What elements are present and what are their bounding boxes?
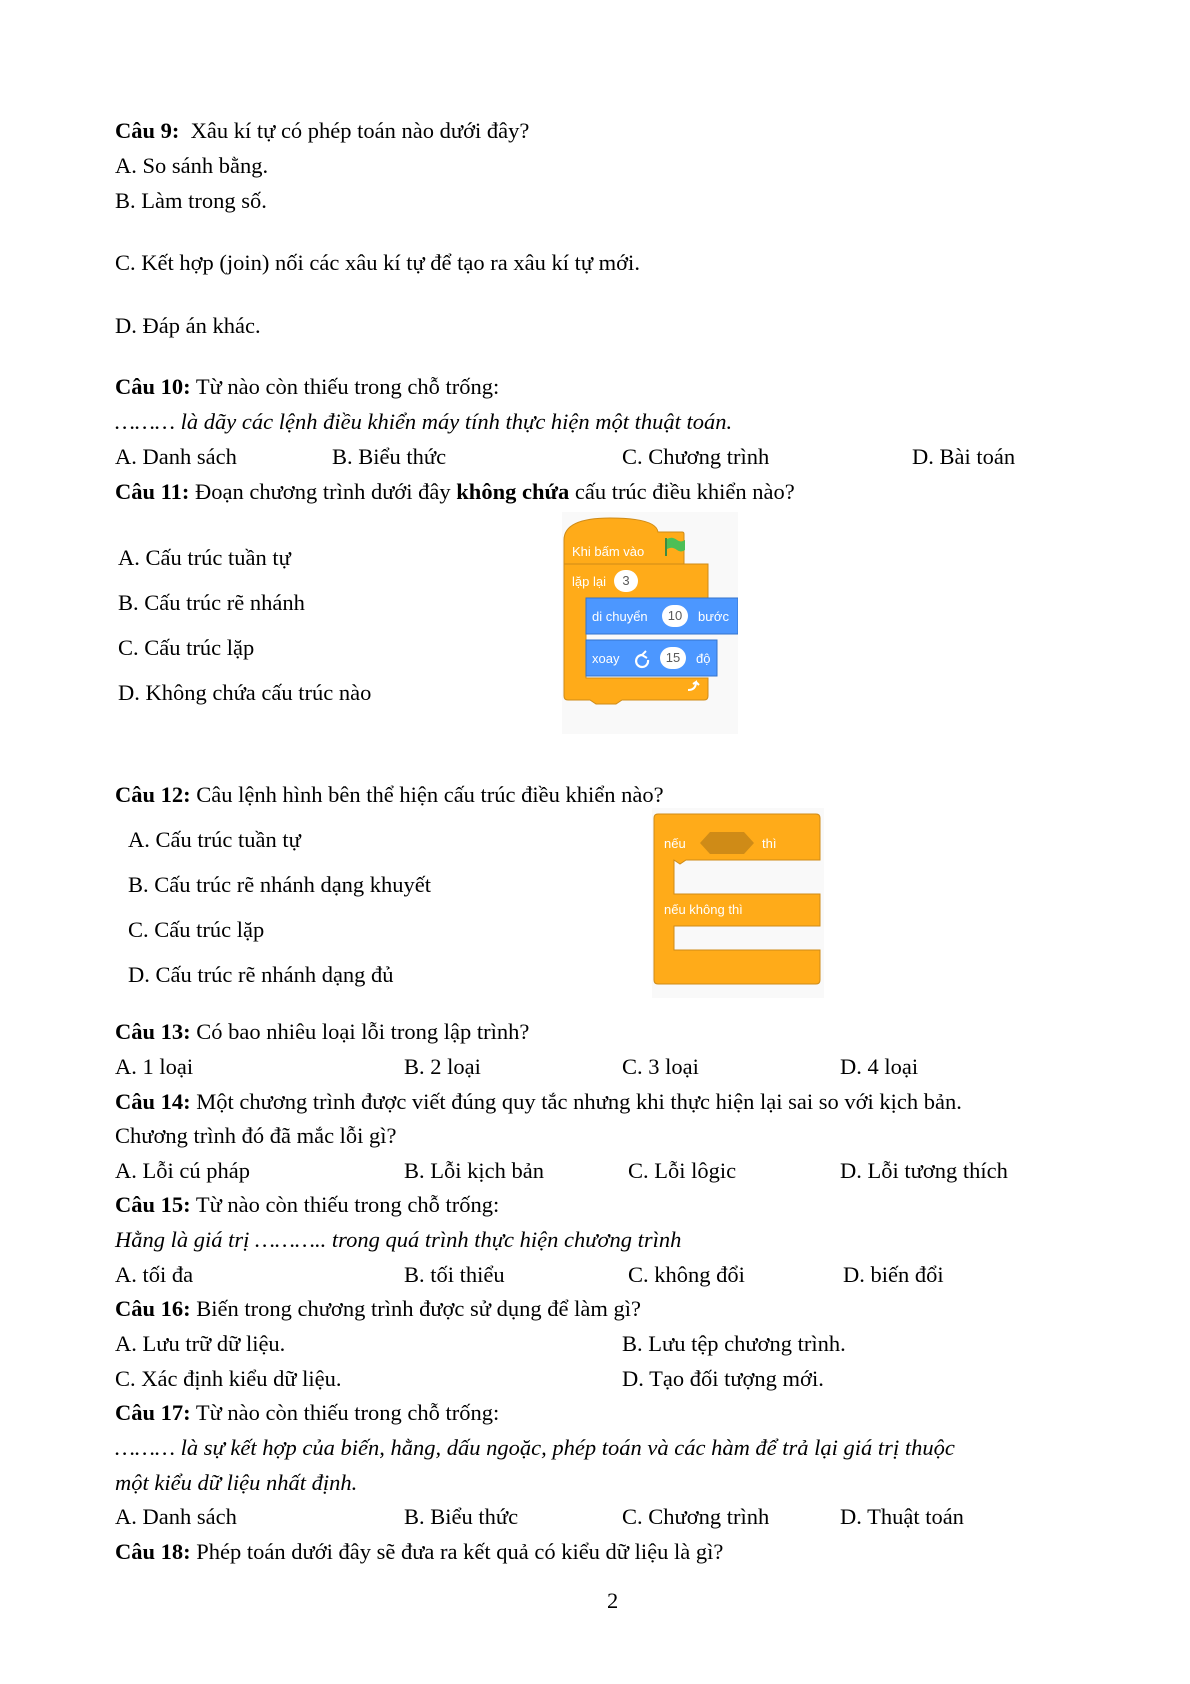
question-text: Đoạn chương trình dưới đây xyxy=(195,479,451,504)
question-11 xyxy=(115,481,795,504)
scratch-if-else-block xyxy=(652,808,824,998)
question-16 xyxy=(115,1298,641,1321)
option-a: A. Cấu trúc tuần tự xyxy=(118,545,291,570)
move-block-label: di chuyển xyxy=(592,609,648,624)
option-d: D. Cấu trúc rẽ nhánh dạng đủ xyxy=(128,962,394,987)
page-number: 2 xyxy=(607,1588,619,1613)
turn-degrees: 15 xyxy=(660,647,686,669)
question-text: Phép toán dưới đây sẽ đưa ra kết quả có kiểu dữ liệu là gì? xyxy=(196,1539,724,1564)
question-9 xyxy=(115,120,529,143)
option-c: C. Cấu trúc lặp xyxy=(118,635,255,660)
option-c: C. Kết hợp (join) nối các xâu kí tự để tạo ra xâu kí tự mới. xyxy=(115,250,640,275)
fill-sentence: ……… là dãy các lệnh điều khiển máy tính thực hiện một thuật toán. xyxy=(115,409,733,434)
option-a: A. 1 loại xyxy=(115,1054,194,1079)
option-a: A. Danh sách xyxy=(115,1504,237,1529)
option-c: C. Xác định kiểu dữ liệu. xyxy=(115,1366,342,1391)
option-d: D. Bài toán xyxy=(912,444,1016,469)
question-label: Câu 14: xyxy=(115,1089,191,1114)
question-18 xyxy=(115,1541,723,1564)
option-a: A. Danh sách xyxy=(115,444,237,469)
option-b: B. 2 loại xyxy=(404,1054,481,1079)
option-c: C. Cấu trúc lặp xyxy=(128,917,265,942)
condition-slot xyxy=(700,832,754,854)
option-c: C. Chương trình xyxy=(622,1504,770,1529)
option-d: D. 4 loại xyxy=(840,1054,919,1079)
question-label: Câu 18: xyxy=(115,1539,191,1564)
question-label: Câu 10: xyxy=(115,374,191,399)
if-label: nếu xyxy=(664,836,686,851)
option-b: B. Lưu tệp chương trình. xyxy=(622,1331,846,1356)
turn-block-label: xoay xyxy=(592,651,620,666)
question-text: Có bao nhiêu loại lỗi trong lập trình? xyxy=(196,1019,530,1044)
question-label: Câu 13: xyxy=(115,1019,191,1044)
hat-block-label: Khi bấm vào xyxy=(572,544,645,559)
option-d: D. Thuật toán xyxy=(840,1504,964,1529)
flag-pole xyxy=(665,538,667,556)
option-b: B. Làm trong số. xyxy=(115,188,267,213)
question-text: Từ nào còn thiếu trong chỗ trống: xyxy=(195,374,500,399)
option-c: C. 3 loại xyxy=(622,1054,699,1079)
option-d: D. biến đổi xyxy=(843,1262,944,1287)
option-b: B. Lỗi kịch bản xyxy=(404,1158,544,1183)
option-c: C. không đổi xyxy=(628,1262,745,1287)
question-text: Từ nào còn thiếu trong chỗ trống: xyxy=(195,1400,500,1425)
question-label: Câu 11: xyxy=(115,479,190,504)
question-13 xyxy=(115,1021,529,1044)
question-15 xyxy=(115,1194,499,1217)
option-a: A. tối đa xyxy=(115,1262,194,1287)
option-b: B. tối thiểu xyxy=(404,1262,505,1287)
question-emphasis: không chứa xyxy=(456,479,570,504)
option-d: D. Tạo đối tượng mới. xyxy=(622,1366,824,1391)
option-a: A. Lưu trữ dữ liệu. xyxy=(115,1331,286,1356)
else-label: nếu không thì xyxy=(664,902,743,917)
repeat-count: 3 xyxy=(614,570,638,592)
question-label: Câu 15: xyxy=(115,1192,191,1217)
scratch-script-loop xyxy=(562,512,738,734)
question-text-continued: Chương trình đó đã mắc lỗi gì? xyxy=(115,1123,397,1148)
fill-sentence-continued: một kiểu dữ liệu nhất định. xyxy=(115,1470,358,1495)
option-c: C. Lỗi lôgic xyxy=(628,1158,737,1183)
fill-sentence: Hằng là giá trị ……….. trong quá trình thực hiện chương trình xyxy=(115,1227,682,1252)
option-d: D. Không chứa cấu trúc nào xyxy=(118,680,372,705)
question-text: Một chương trình được viết đúng quy tắc nhưng khi thực hiện lại sai so với kịch bản. xyxy=(196,1089,962,1114)
fill-sentence: ……… là sự kết hợp của biến, hằng, dấu ngoặc, phép toán và các hàm để trả lại giá trị thuộc xyxy=(115,1435,955,1460)
option-a: A. Lỗi cú pháp xyxy=(115,1158,250,1183)
option-c: C. Chương trình xyxy=(622,444,770,469)
option-b: B. Cấu trúc rẽ nhánh dạng khuyết xyxy=(128,872,432,897)
option-b: B. Biểu thức xyxy=(404,1504,519,1529)
question-10 xyxy=(115,376,499,399)
question-text: Từ nào còn thiếu trong chỗ trống: xyxy=(195,1192,500,1217)
question-text-end: cấu trúc điều khiển nào? xyxy=(574,479,795,504)
question-label: Câu 16: xyxy=(115,1296,191,1321)
question-text: Biến trong chương trình được sử dụng để làm gì? xyxy=(196,1296,641,1321)
question-label: Câu 12: xyxy=(115,782,191,807)
question-17 xyxy=(115,1402,499,1425)
option-a: A. So sánh bằng. xyxy=(115,153,269,178)
option-d: D. Lỗi tương thích xyxy=(840,1158,1008,1183)
option-a: A. Cấu trúc tuần tự xyxy=(128,827,301,852)
turn-unit-label: độ xyxy=(696,651,711,666)
question-label: Câu 17: xyxy=(115,1400,191,1425)
repeat-block-label: lặp lại xyxy=(572,574,606,589)
question-text: Xâu kí tự có phép toán nào dưới đây? xyxy=(190,118,530,143)
question-label: Câu 9: xyxy=(115,118,180,143)
question-14 xyxy=(115,1091,962,1114)
question-text: Câu lệnh hình bên thể hiện cấu trúc điều khiển nào? xyxy=(196,782,664,807)
move-unit-label: bước xyxy=(698,609,729,624)
move-steps: 10 xyxy=(662,605,688,627)
then-label: thì xyxy=(762,836,777,851)
question-12 xyxy=(115,784,664,807)
option-d: D. Đáp án khác. xyxy=(115,313,261,338)
option-b: B. Biểu thức xyxy=(332,444,447,469)
option-b: B. Cấu trúc rẽ nhánh xyxy=(118,590,305,615)
